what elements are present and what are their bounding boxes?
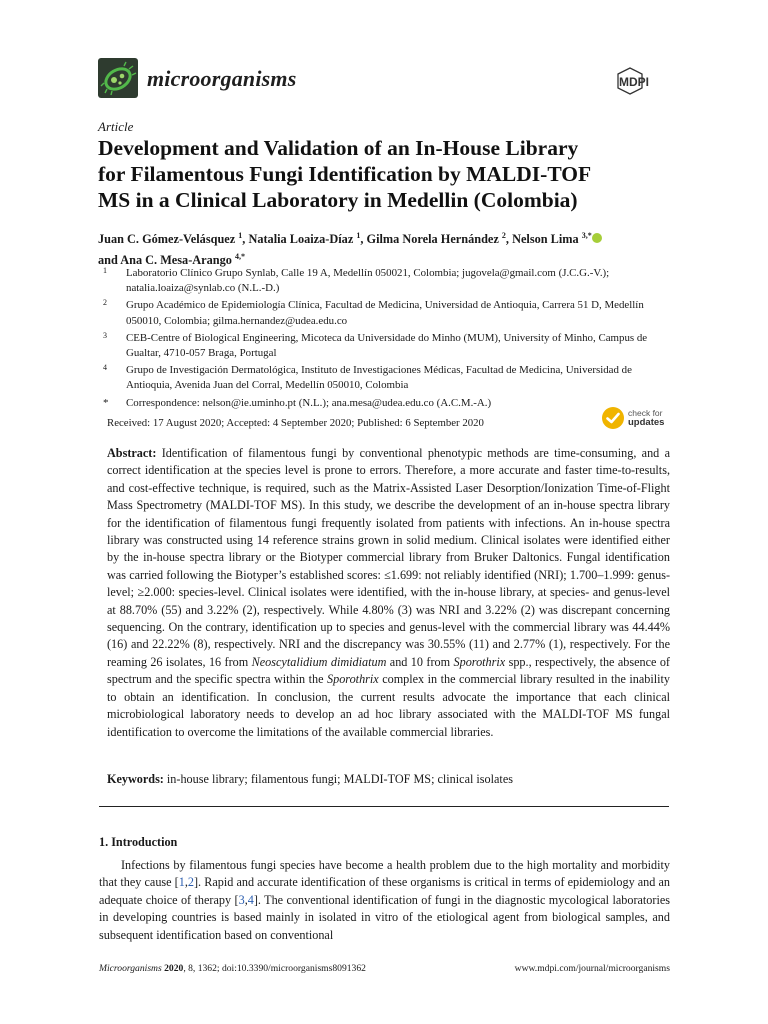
- paper-title: [98, 135, 678, 213]
- article-type: Article: [98, 119, 134, 134]
- genus-name: Sporothrix: [327, 672, 379, 687]
- citation-separator: ,: [184, 875, 188, 890]
- check-updates-icon: [601, 406, 625, 430]
- affiliation-marker: 2: [501, 231, 506, 240]
- intro-text: ]. The conventional identification of fungi in the diagnostic mycological laboratories in developing countries is based mainly in isolated in vitro of the etiological agent from biological samples, and subsequent identification based on conventional: [99, 892, 670, 942]
- abstract-text: and 10 from: [386, 654, 454, 669]
- check-updates-line2: updates: [628, 417, 665, 428]
- journal-name: microorganisms: [147, 66, 297, 91]
- footer-year: 2020: [164, 963, 184, 974]
- affiliation-marker: 4,*: [235, 252, 245, 262]
- affiliations: [103, 266, 678, 413]
- title-line: Development and Validation of an In-House Library: [98, 136, 579, 160]
- keywords-label: Keywords:: [107, 772, 164, 786]
- keywords: [107, 772, 513, 787]
- title-line: for Filamentous Fungi Identification by MALDI-TOF: [98, 162, 592, 186]
- citation-link[interactable]: 2: [187, 875, 194, 890]
- abstract-label: Abstract:: [107, 446, 157, 460]
- section-divider: [99, 806, 669, 807]
- affiliation-number: 3: [103, 330, 107, 340]
- author-name: Ana C. Mesa-Arango: [120, 253, 232, 268]
- affiliation-item: [103, 298, 678, 328]
- correspondence-marker: *: [103, 396, 109, 409]
- abstract: [107, 445, 670, 741]
- abstract-text: Identification of filamentous fungi by conventional phenotypic methods are time-consuming, and a correct identification at the species level is prone to errors. Therefore, a more accurate and faster time-to-results, and cost-effective technique, is required, such as the Matrix-Assisted Laser Desorption/Ionization Time-of-Flight Mass Spectrometry (MALDI-TOF MS). In this study, we describe the development of an in-house spectra library for the identification of filamentous fungi frequently isolated from patients with infections. An in-house spectra library was constructed using 14 reference strains grown in solid medium. Clinical isolates were identified either by the in-house spectra library or the Biotyper commercial library from Bruker Daltonics. Fungal identification was carried following the Biotyper’s established scores: ≤1.699: not reliably identified (NRI); 1.700–1.999: genus-level; ≥2.000: species-level. Clinical isolates were identified, with the in-house library, at species- and genus-level at 88.70% (55) and 3.22% (2), respectively. While 4.80% (3) was NRI and 3.22% (2) was discrepant concerning sequencing. On the contrary, identification up to species and genus-level with the commercial library was 44.44% (16) and 22.22% (8), respectively. NRI and the discrepancy was 30.55% (11) and 2.77% (1), respectively. For the reaming 26 isolates, 16 from: [107, 446, 670, 669]
- mdpi-logo-icon: [614, 66, 670, 96]
- affiliation-text: Laboratorio Clínico Grupo Synlab, Calle 19 A, Medellín 050021, Colombia; jugovela@gmail.com (J.C.G.-V.); natalia.loaiza@synlab.co (N.L.-D.): [126, 267, 610, 295]
- citation-separator: ,: [244, 892, 248, 907]
- author-name: Juan C. Gómez-Velásquez: [98, 232, 236, 247]
- check-updates-label: [628, 408, 664, 428]
- check-updates-line1: check for: [628, 408, 663, 418]
- abstract-text: spp., respectively, the absence of spectrum and the specific spectra within the: [107, 654, 670, 687]
- author-list: Juan C. Gómez-Velásquez $^1$, Natalia Loaiza-Díaz $^1$, Gilma Norela Hernández $^2$, Nelson Lima $^{3,*}$ and Ana C. Mesa-Arango $^{4,*}$: [98, 227, 678, 269]
- section-heading: 1. Introduction: [99, 835, 178, 849]
- footer-journal: Microorganisms: [99, 963, 162, 974]
- affiliation-item: [103, 266, 678, 296]
- microorganism-logo-icon: [98, 58, 138, 98]
- author-name: Gilma Norela Hernández: [366, 232, 499, 247]
- author-name: Nelson Lima: [512, 232, 579, 247]
- affiliation-number: 4: [103, 363, 107, 373]
- abstract-text: complex in the commercial library resulted in the inability to obtain an identification. In conclusion, the current results advocate the importance that each clinical microbiological laboratory needs to develop an ad hoc library associated with the MALDI-TOF MS fungal identification to overcome the limitations of the available commercial libraries.: [107, 672, 670, 739]
- affiliation-number: 2: [103, 298, 107, 308]
- check-for-updates-button[interactable]: [601, 406, 673, 432]
- affiliation-marker: 1: [238, 231, 243, 240]
- author-conjunction: and: [98, 253, 118, 268]
- citation-link[interactable]: 3: [238, 892, 245, 907]
- genus-name: Sporothrix: [453, 654, 506, 669]
- intro-text: Infections by filamentous fungi species have become a health problem due to the high mortality and morbidity that they cause [: [99, 858, 670, 890]
- intro-paragraph: [99, 857, 670, 944]
- affiliation-text: CEB-Centre of Biological Engineering, Micoteca da Universidade do Minho (MUM), University of Minho, Campus de Gualtar, 4710-057 Braga, Portugal: [126, 331, 648, 360]
- species-name: Neoscytalidium dimidiatum: [251, 654, 387, 669]
- citation-link[interactable]: 1: [178, 875, 185, 890]
- intro-text: ]. Rapid and accurate identification of these organisms is critical in terms of epidemiology and an adequate choice of therapy [: [99, 875, 670, 907]
- publisher-name: MDPI: [619, 75, 649, 89]
- affiliation-item: [103, 363, 678, 393]
- affiliation-marker: 3,*: [581, 231, 592, 240]
- citation-link[interactable]: 4: [247, 892, 254, 907]
- affiliation-item: [103, 331, 678, 361]
- correspondence-item: [103, 396, 678, 411]
- publication-dates: Received: 17 August 2020; Accepted: 4 September 2020; Published: 6 September 2020: [107, 417, 484, 429]
- correspondence-text: Correspondence: nelson@ie.uminho.pt (N.L.); ana.mesa@udea.edu.co (A.C.M.-A.): [126, 396, 492, 409]
- citation-info: [99, 963, 366, 974]
- affiliation-marker: 1: [356, 231, 361, 240]
- title-line: MS in a Clinical Laboratory in Medellin (Colombia): [98, 188, 578, 212]
- footer-doi: , 8, 1362; doi:10.3390/microorganisms8091362: [183, 963, 366, 974]
- affiliation-text: Grupo Académico de Epidemiología Clínica, Facultad de Medicina, Universidad de Antioquia, Carrera 51 D, Medellín 050010, Colombia; gilma.hernandez@udea.edu.co: [126, 299, 644, 327]
- affiliation-text: Grupo de Investigación Dermatológica, Instituto de Investigaciones Médicas, Facultad de Medicina, Universidad de Antioquia, Avenida Juan del Corral, Medellín 050010, Colombia: [126, 364, 632, 392]
- journal-url[interactable]: www.mdpi.com/journal/microorganisms: [514, 963, 670, 974]
- author-name: Natalia Loaiza-Díaz: [248, 232, 354, 247]
- orcid-icon[interactable]: [592, 233, 602, 243]
- affiliation-number: 1: [103, 266, 107, 275]
- keywords-text: in-house library; filamentous fungi; MALDI-TOF MS; clinical isolates: [163, 772, 513, 786]
